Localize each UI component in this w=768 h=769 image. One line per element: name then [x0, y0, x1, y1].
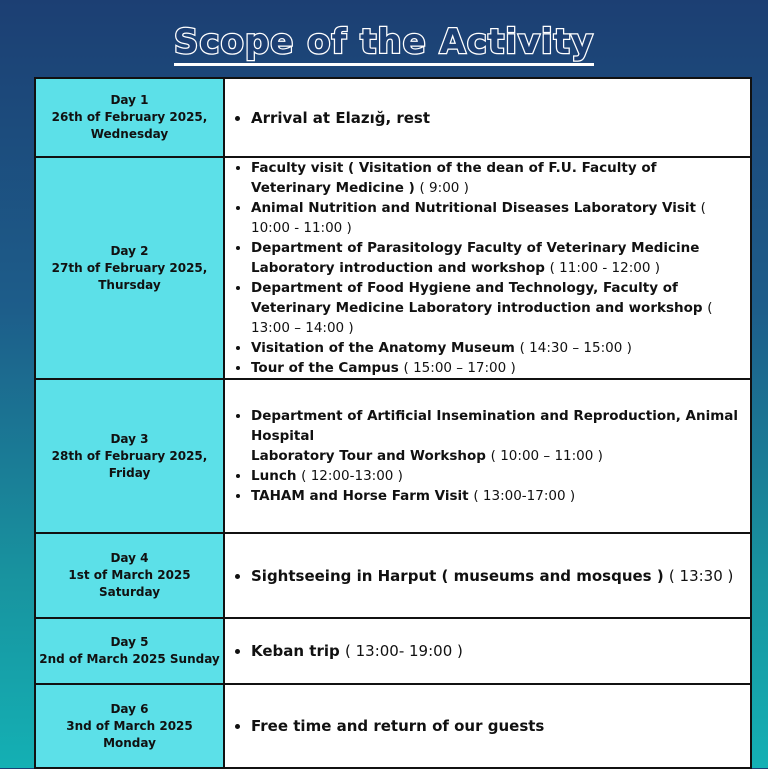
day-cell — [35, 533, 224, 618]
day-weekday: Thursday — [98, 277, 161, 292]
list-item: • TAHAM and Horse Farm Visit ( 13:00-17:00 ) — [251, 486, 740, 506]
day-label: Day 4 — [110, 551, 149, 565]
list-item: • Free time and return of our guests — [251, 715, 740, 737]
activity-cell — [224, 533, 751, 618]
day-cell — [35, 379, 224, 533]
table-row — [35, 533, 751, 618]
day-date: 27th of February 2025, — [51, 260, 208, 275]
schedule-table — [34, 77, 752, 769]
list-item: • Sightseeing in Harput ( museums and mosques ) ( 13:30 ) — [251, 565, 740, 587]
day-weekday: Wednesday — [90, 127, 169, 141]
list-item: • Keban trip ( 13:00- 19:00 ) — [251, 640, 740, 662]
table-row — [35, 684, 751, 768]
day-date: 3nd of March 2025 — [66, 718, 193, 733]
table-row — [35, 379, 751, 533]
day-label: Day 6 — [110, 701, 149, 716]
list-item: • Department of Food Hygiene and Technology, Faculty of Veterinary Medicine Laboratory introduction and workshop ( 13:00 – 14:00 ) — [251, 278, 740, 338]
day-date: 26th of February 2025, — [51, 110, 208, 124]
day-date: 28th of February 2025, — [51, 448, 208, 463]
table-row — [35, 618, 751, 684]
list-item: • Faculty visit ( Visitation of the dean of F.U. Faculty of Veterinary Medicine ) ( 9:00 ) — [251, 158, 740, 198]
day-cell — [35, 157, 224, 379]
activity-cell — [224, 78, 751, 157]
list-item: • Visitation of the Anatomy Museum ( 14:30 – 15:00 ) — [251, 338, 740, 358]
day-label: Day 1 — [110, 93, 149, 107]
activity-cell — [224, 379, 751, 533]
page-title: Scope of the Activity — [0, 22, 768, 62]
day-date: 2nd of March 2025 Sunday — [39, 652, 220, 666]
activity-cell — [224, 618, 751, 684]
activity-cell — [224, 684, 751, 768]
day-date: 1st of March 2025 — [68, 568, 191, 582]
list-item: • Tour of the Campus ( 15:00 – 17:00 ) — [251, 358, 740, 378]
day-label: Day 5 — [110, 635, 149, 649]
day-cell — [35, 684, 224, 768]
day-weekday: Monday — [103, 735, 156, 750]
list-item: • Arrival at Elazığ, rest — [251, 107, 740, 129]
day-weekday: Friday — [108, 465, 151, 480]
list-item: • Animal Nutrition and Nutritional Diseases Laboratory Visit ( 10:00 - 11:00 ) — [251, 198, 740, 238]
table-row — [35, 78, 751, 157]
activity-cell — [224, 157, 751, 379]
day-cell — [35, 618, 224, 684]
table-row — [35, 157, 751, 379]
list-item: • Department of Artificial Insemination and Reproduction, Animal Hospital Laboratory Tour and Workshop ( 10:00 – 11:00 ) — [251, 406, 740, 466]
day-cell — [35, 78, 224, 157]
day-label: Day 2 — [110, 243, 149, 258]
day-label: Day 3 — [110, 431, 149, 446]
list-item: • Department of Parasitology Faculty of Veterinary Medicine Laboratory introduction and workshop ( 11:00 - 12:00 ) — [251, 238, 740, 278]
day-weekday: Saturday — [98, 585, 161, 599]
list-item: • Lunch ( 12:00-13:00 ) — [251, 466, 740, 486]
